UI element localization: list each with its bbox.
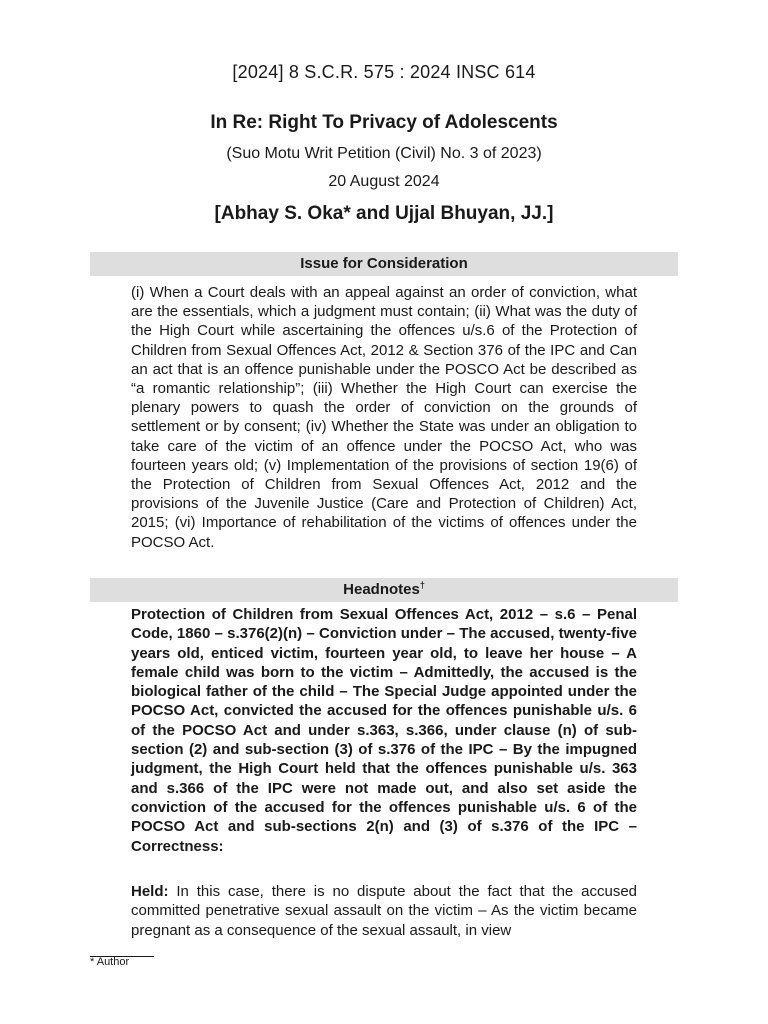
bench-judges: [Abhay S. Oka* and Ujjal Bhuyan, JJ.] bbox=[214, 203, 554, 224]
headnotes-heading-bar bbox=[90, 578, 678, 602]
judgment-date: 20 August 2024 bbox=[328, 173, 440, 190]
headnotes-heading: Headnotes bbox=[343, 581, 420, 598]
held-text: In this case, there is no dispute about the fact that the accused committed penetrative sexual assault on the victim – As the victim became pregnant as a consequence of the sexual assault, in view bbox=[131, 883, 637, 939]
case-citation: [2024] 8 S.C.R. 575 : 2024 INSC 614 bbox=[232, 62, 536, 82]
headnotes-dagger-mark: † bbox=[419, 580, 425, 590]
held-label: Held: bbox=[131, 883, 169, 900]
issue-heading: Issue for Consideration bbox=[300, 255, 468, 272]
held-paragraph bbox=[131, 882, 637, 940]
case-title: In Re: Right To Privacy of Adolescents bbox=[210, 112, 558, 133]
headnote-summary: Protection of Children from Sexual Offences Act, 2012 – s.6 – Penal Code, 1860 – s.376(2)(n) – Conviction under – The accused, twenty-five years old, enticed victim, fourteen year old, to leave her house – A female child was born to the victim – Admittedly, the accused is the biological father of the child – The Special Judge appointed under the POCSO Act, convicted the accused for the offences punishable u/s. 6 of the POCSO Act and under s.363, s.366, under clause (n) of sub-section (2) and sub-section (3) of s.376 of the IPC – By the impugned judgment, the High Court held that the offences punishable u/s. 363 and s.366 of the IPC were not made out, and also set aside the conviction of the accused for the offences punishable u/s. 6 of the POCSO Act and sub-sections 2(n) and (3) of s.376 of the IPC – Correctness: bbox=[131, 606, 637, 855]
issue-heading-bar bbox=[90, 252, 678, 276]
footnote-author: * Author bbox=[90, 956, 130, 968]
petition-number: (Suo Motu Writ Petition (Civil) No. 3 of 2023) bbox=[226, 145, 542, 162]
issue-text: (i) When a Court deals with an appeal against an order of conviction, what are the essentials, which a judgment must contain; (ii) What was the duty of the High Court while ascertaining the offences u/s.6 of the Protection of Children from Sexual Offences Act, 2012 & Section 376 of the IPC and Can an act that is an offence punishable under the POSCO Act be described as “a romantic relationship”; (iii) Whether the High Court can exercise the plenary powers to quash the order of conviction on the grounds of settlement or by consent; (iv) Whether the State was under an obligation to take care of the victim of an offence under the POCSO Act, who was fourteen years old; (v) Implementation of the provisions of section 19(6) of the Protection of Children from Sexual Offences Act, 2012 and the provisions of the Juvenile Justice (Care and Protection of Children) Act, 2015; (vi) Importance of rehabilitation of the victims of offences under the POCSO Act. bbox=[131, 284, 637, 551]
